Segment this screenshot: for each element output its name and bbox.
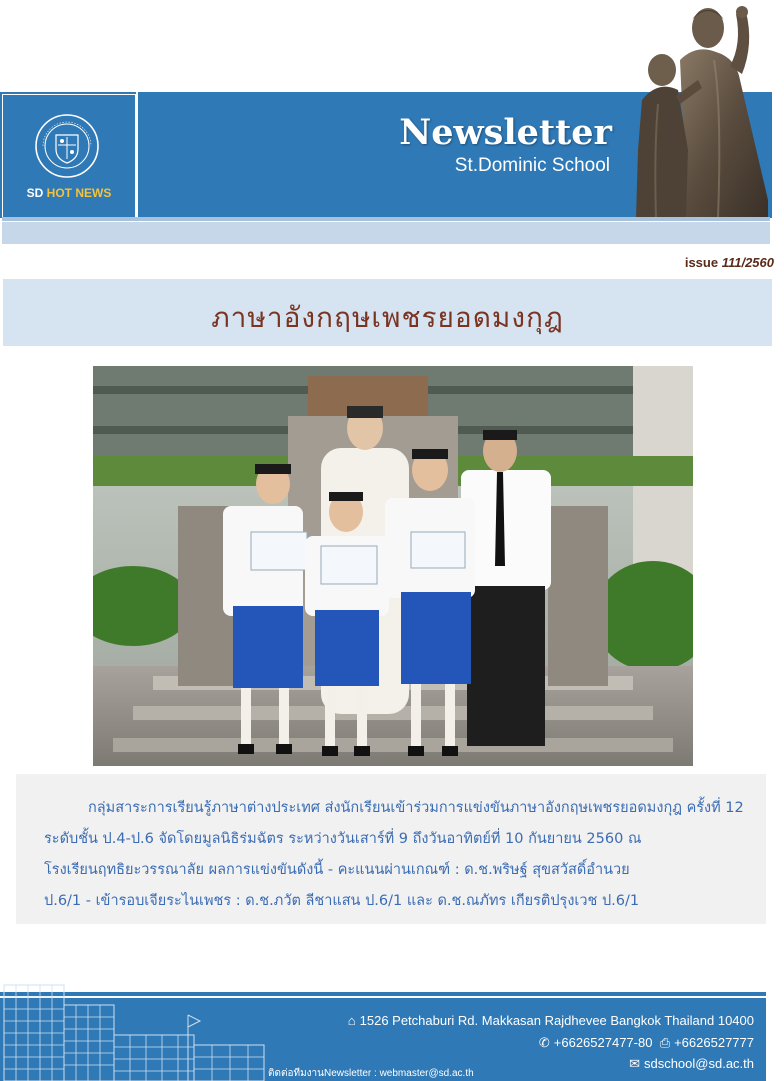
footer-phone [400, 1035, 754, 1051]
body-line: กลุ่มสาระการเรียนรู้ภาษาต่างประเทศ ส่งนักเรียนเข้าร่วมการแข่งขันภาษาอังกฤษเพชรยอดมงกุฎ ครั้งที่ 12 [88, 800, 744, 816]
award-group-photo [93, 366, 693, 766]
badge-prefix: SD [26, 186, 47, 200]
header-divider [136, 92, 138, 218]
school-building-icon [0, 975, 270, 1081]
newsletter-title: Newsletter [399, 112, 612, 153]
phone-text: +6626527477-80 [553, 1035, 653, 1050]
article-title: ภาษาอังกฤษเพชรยอดมงกุฎ [211, 301, 564, 334]
statue-image [618, 0, 784, 218]
email-link[interactable]: sdschool@sd.ac.th [643, 1056, 754, 1071]
address-text: 1526 Petchaburi Rd. Makkasan Rajdhevee Bangkok Thailand 10400 [359, 1013, 754, 1028]
mail-icon: ✉ [629, 1056, 640, 1071]
home-icon: ⌂ [347, 1013, 356, 1028]
header-accent-line [2, 217, 770, 221]
header-sub-strip [2, 222, 770, 244]
fax-text: +6626527777 [674, 1035, 754, 1050]
badge-highlight: HOT NEWS [46, 186, 112, 200]
issue-value: 111/2560 [721, 255, 774, 270]
body-line: ป.6/1 - เข้ารอบเจียระไนเพชร : ด.ช.ภวัต ลีชาแสน ป.6/1 และ ด.ช.ณภัทร เกียรติปรุงเวช ป.6/1 [44, 893, 640, 909]
issue-number [560, 255, 774, 270]
issue-label: issue [684, 255, 722, 270]
fax-icon: ⎙ [659, 1035, 671, 1050]
phone-icon: ✆ [538, 1035, 550, 1050]
body-line: โรงเรียนฤทธิยะวรรณาลัย ผลการแข่งขันดังนี้ - คะแนนผ่านเกณฑ์ : ด.ช.พริษฐ์ สุขสวัสดิ์อำนวย [44, 862, 630, 878]
footer-contact: ติดต่อทีมงานNewsletter : webmaster@sd.ac.th [268, 1068, 474, 1079]
body-line: ระดับชั้น ป.4-ป.6 จัดโดยมูลนิธิร่มฉัตร ระหว่างวันเสาร์ที่ 9 ถึงวันอาทิตย์ที่ 10 กันยายน 2560 ณ [44, 831, 642, 847]
hot-news-badge [2, 186, 136, 200]
footer-email [500, 1056, 754, 1072]
school-seal-icon [34, 113, 100, 179]
school-name: St.Dominic School [454, 155, 610, 176]
article-body [46, 793, 746, 917]
footer-address [340, 1013, 754, 1028]
